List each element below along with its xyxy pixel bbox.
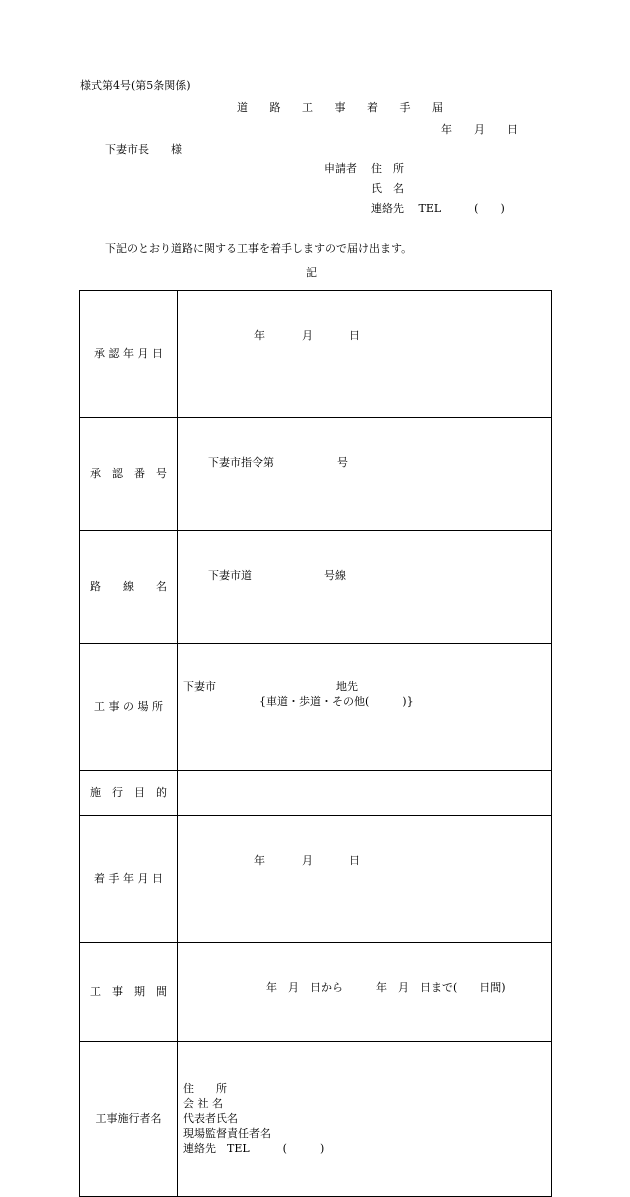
contractor-representative: 代表者氏名 — [183, 1112, 238, 1125]
period-value — [178, 943, 552, 1042]
purpose-value — [178, 771, 552, 816]
start-date-label: 着 手 年 月 日 — [80, 816, 178, 943]
approval-month: 月 — [302, 329, 313, 342]
approval-date-value — [178, 291, 552, 418]
document-title: 道 路 工 事 着 手 届 — [237, 101, 452, 114]
contractor-value — [178, 1042, 552, 1197]
applicant-contact-label: 連絡先 TEL ( ) — [371, 202, 505, 215]
approval-number-value — [178, 418, 552, 531]
contractor-contact: 連絡先 TEL ( ) — [183, 1142, 325, 1155]
intro-text: 下記のとおり道路に関する工事を着手しますので届け出ます。 — [105, 242, 413, 255]
row-route-name — [80, 531, 552, 644]
contractor-company: 会 社 名 — [183, 1097, 223, 1110]
row-location — [80, 644, 552, 771]
location-suffix: 地先 — [336, 680, 358, 693]
route-name-suffix: 号線 — [324, 569, 346, 582]
route-name-value — [178, 531, 552, 644]
contractor-address: 住 所 — [183, 1082, 227, 1095]
applicant-name-label: 氏 名 — [371, 182, 404, 195]
approval-number-label: 承 認 番 号 — [80, 418, 178, 531]
approval-number-prefix: 下妻市指令第 — [208, 456, 274, 469]
purpose-label: 施 行 目 的 — [80, 771, 178, 816]
ki-heading: 記 — [306, 266, 317, 279]
route-name-label: 路 線 名 — [80, 531, 178, 644]
location-options: {車道・歩道・その他( )} — [259, 695, 414, 708]
row-approval-number — [80, 418, 552, 531]
contractor-supervisor: 現場監督責任者名 — [183, 1127, 271, 1140]
period-text: 年 月 日から 年 月 日まで( 日間) — [266, 981, 506, 994]
submission-date: 年 月 日 — [441, 123, 518, 136]
start-date-value — [178, 816, 552, 943]
period-label: 工 事 期 間 — [80, 943, 178, 1042]
start-month: 月 — [302, 854, 313, 867]
start-year: 年 — [254, 854, 265, 867]
location-value — [178, 644, 552, 771]
form-number: 様式第4号(第5条関係) — [80, 79, 191, 92]
location-city: 下妻市 — [183, 680, 216, 693]
start-day: 日 — [349, 854, 360, 867]
row-purpose — [80, 771, 552, 816]
row-start-date — [80, 816, 552, 943]
route-name-prefix: 下妻市道 — [208, 569, 252, 582]
addressee: 下妻市長 様 — [105, 143, 182, 156]
row-approval-date — [80, 291, 552, 418]
applicant-address-label: 住 所 — [371, 162, 404, 175]
approval-year: 年 — [254, 329, 265, 342]
location-label: 工 事 の 場 所 — [80, 644, 178, 771]
row-period — [80, 943, 552, 1042]
contractor-label: 工事施行者名 — [80, 1042, 178, 1197]
applicant-label: 申請者 — [324, 162, 357, 175]
approval-date-label: 承 認 年 月 日 — [80, 291, 178, 418]
approval-number-suffix: 号 — [337, 456, 348, 469]
approval-day: 日 — [349, 329, 360, 342]
construction-form-table — [79, 290, 552, 1197]
row-contractor — [80, 1042, 552, 1197]
